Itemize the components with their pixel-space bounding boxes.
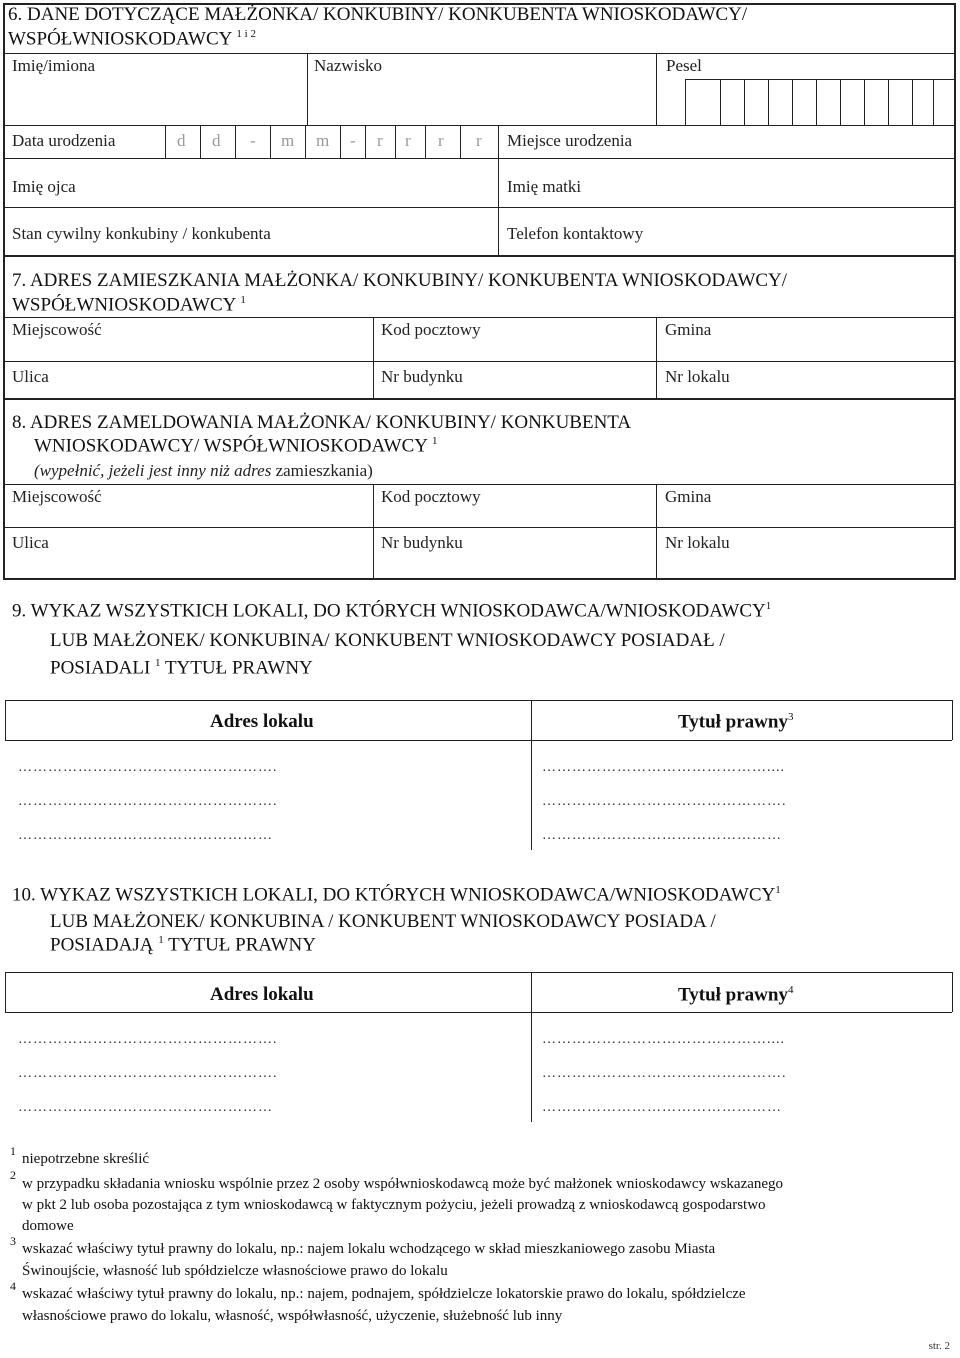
s10-right-dots-3[interactable]: ………………………………………… [542,1100,782,1115]
s7-city-label: Miejscowość [12,320,102,339]
s10-right-dots-2[interactable]: …………………………………………. [542,1066,787,1081]
footnote-2-line1: w przypadku składania wniosku wspólnie przez 2 osoby współwnioskodawcą może być małżonek wnioskodawcy wskazanego [22,1176,784,1192]
footnote-1-number: 1 [10,1144,16,1158]
footnote-3-line1: wskazać właściwy tytuł prawny do lokalu, np.: najem lokalu wchodzącego w skład mieszkaniowego zasobu Miasta [22,1241,716,1257]
footnote-4-number: 4 [10,1279,16,1293]
footnote-4-line1: wskazać właściwy tytuł prawny do lokalu, np.: najem, podnajem, spółdzielcze lokatorskie prawo do lokalu, spółdzielcze [22,1286,746,1302]
footnote-1: niepotrzebne skreślić [22,1151,150,1167]
s10-right-dots-1[interactable]: ……………………………………….... [542,1032,785,1047]
section8-title-line2: WNIOSKODAWCY/ WSPÓŁWNIOSKODAWCY $^1$ [34,435,438,457]
section6-title-line1: 6. DANE DOTYCZĄCE MAŁŻONKA/ KONKUBINY/ KONKUBENTA WNIOSKODAWCY/ [8,4,748,25]
date-mask-3: m [281,131,295,150]
footnote-2-line2: w pkt 2 lub osoba pozostająca z tym wnioskodawcą w faktycznym pożyciu, jeżeli prowadzą z wnioskodawcą gospodarstwo [22,1197,766,1213]
s9-right-dots-1[interactable]: ……………………………………….... [542,760,785,775]
birth-date-label: Data urodzenia [12,131,116,150]
civil-status-label: Stan cywilny konkubiny / konkubenta [12,224,271,243]
s8-building-label: Nr budynku [381,533,463,552]
s9-left-dots-3[interactable]: …………………………………………… [18,828,273,843]
s9-address-header: Adres lokalu [210,711,314,732]
s8-street-label: Ulica [12,533,49,552]
section10-title-line3: POSIADAJĄ $^1$ TYTUŁ PRAWNY [50,934,316,956]
section6-title-line2: WSPÓŁWNIOSKODAWCY $^{1 i 2}$ [8,28,256,50]
s7-building-label: Nr budynku [381,367,463,386]
section9-title-line3: POSIADALI $^1$ TYTUŁ PRAWNY [50,657,313,679]
page-number: str. 2 [928,1340,950,1352]
s7-commune-label: Gmina [665,320,712,339]
section9-title-line2: LUB MAŁŻONEK/ KONKUBINA/ KONKUBENT WNIOSKODAWCY POSIADAŁ / [50,630,725,651]
s10-left-dots-3[interactable]: …………………………………………… [18,1100,273,1115]
s9-title-header: Tytuł prawny$^3$ [678,711,794,733]
mother-name-label: Imię matki [507,177,582,196]
footnote-2-line3: domowe [22,1218,74,1234]
section10-title-line1: 10. WYKAZ WSZYSTKICH LOKALI, DO KTÓRYCH WNIOSKODAWCA/WNIOSKODAWCY$^1$ [12,884,781,906]
first-names-label: Imię/imiona [12,56,96,75]
section7-title-line2: WSPÓŁWNIOSKODAWCY $^1$ [12,294,246,316]
s9-left-dots-2[interactable]: ……………………………………………. [18,794,278,809]
pesel-label: Pesel [666,56,702,75]
s9-right-dots-3[interactable]: ………………………………………… [542,828,782,843]
date-mask-4: m [316,131,330,150]
surname-label: Nazwisko [314,56,382,75]
section10-title-line2: LUB MAŁŻONEK/ KONKUBINA / KONKUBENT WNIOSKODAWCY POSIADA / [50,911,716,932]
date-mask-6: r [377,131,383,150]
phone-label: Telefon kontaktowy [507,224,644,243]
s9-right-dots-2[interactable]: …………………………………………. [542,794,787,809]
birth-place-label: Miejsce urodzenia [507,131,633,150]
s10-left-dots-2[interactable]: ……………………………………………. [18,1066,278,1081]
s10-address-header: Adres lokalu [210,984,314,1005]
father-name-label: Imię ojca [12,177,76,196]
footnote-4-line2: własnościowe prawo do lokalu, własność, współwłasność, użyczenie, służebność lub inny [22,1308,563,1324]
s7-unit-label: Nr lokalu [665,367,730,386]
s10-title-header: Tytuł prawny$^4$ [678,984,794,1006]
date-mask-8: r [438,131,444,150]
date-mask-9: r [476,131,482,150]
s8-postal-label: Kod pocztowy [381,487,481,506]
s8-city-label: Miejscowość [12,487,102,506]
section9-title-line1: 9. WYKAZ WSZYSTKICH LOKALI, DO KTÓRYCH WNIOSKODAWCA/WNIOSKODAWCY$^1$ [12,600,772,622]
s8-commune-label: Gmina [665,487,712,506]
date-mask-7: r [405,131,411,150]
footnote-3-line2: Świnoujście, własność lub spółdzielcze własnościowe prawo do lokalu [22,1263,448,1279]
footnote-2-number: 2 [10,1168,16,1182]
section8-title-line1: 8. ADRES ZAMELDOWANIA MAŁŻONKA/ KONKUBINY/ KONKUBENTA [12,412,632,433]
date-mask-5: - [350,131,356,150]
date-mask-1: d [212,131,221,150]
date-mask-0: d [177,131,186,150]
s8-unit-label: Nr lokalu [665,533,730,552]
footnote-3-number: 3 [10,1234,16,1248]
s7-street-label: Ulica [12,367,49,386]
s10-left-dots-1[interactable]: ……………………………………………. [18,1032,278,1047]
s7-postal-label: Kod pocztowy [381,320,481,339]
date-mask-2: - [250,131,256,150]
s9-left-dots-1[interactable]: ……………………………………………. [18,760,278,775]
section7-title-line1: 7. ADRES ZAMIESZKANIA MAŁŻONKA/ KONKUBINY/ KONKUBENTA WNIOSKODAWCY/ [12,270,788,291]
section8-note: (wypełnić, jeżeli jest inny niż adres zamieszkania) [34,461,373,480]
